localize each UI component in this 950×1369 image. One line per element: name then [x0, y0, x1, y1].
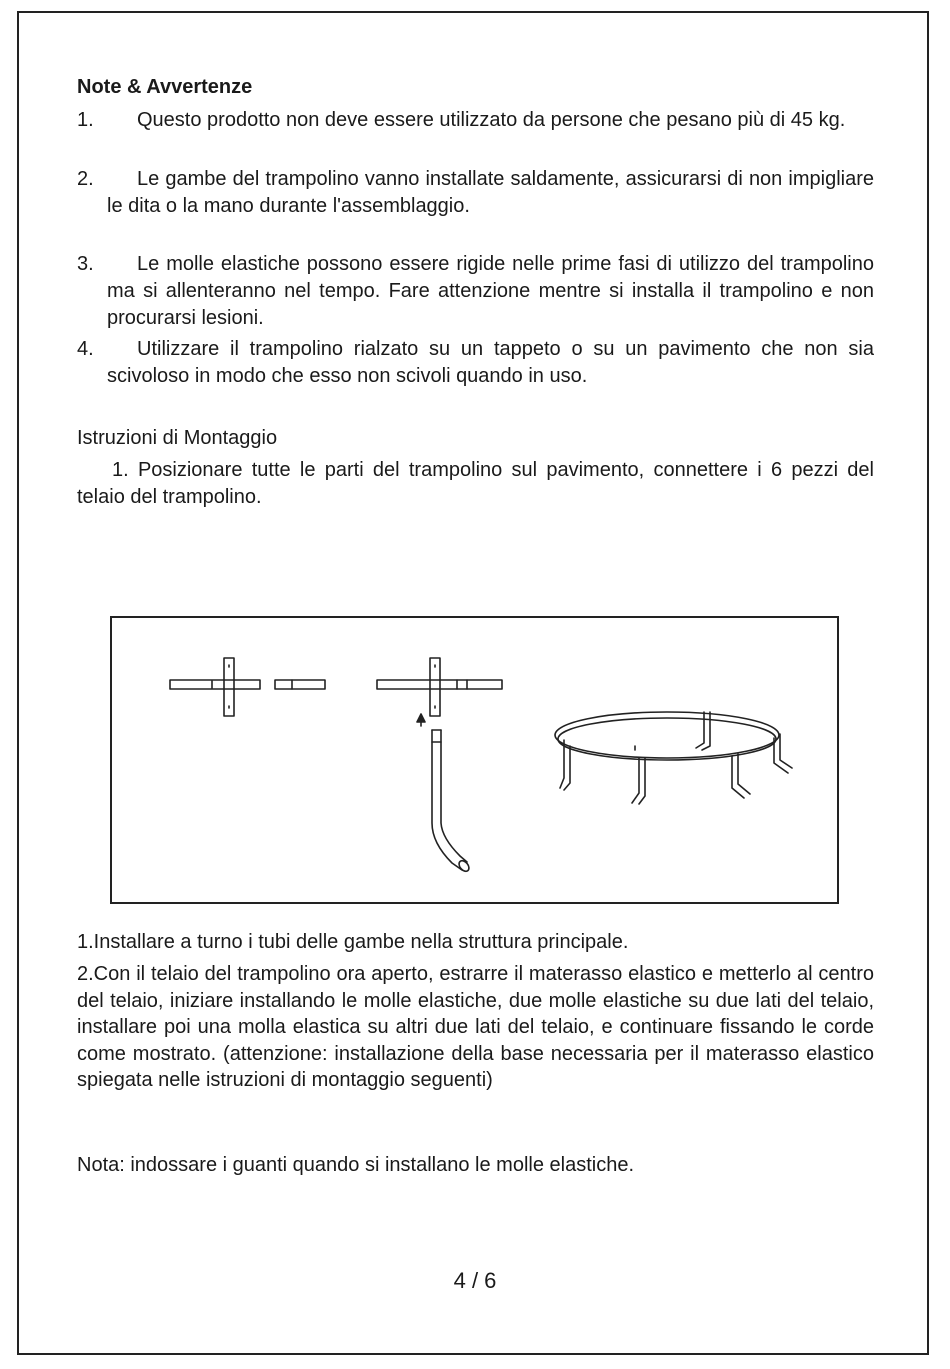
instruction-line-2: 2.Con il telaio del trampolino ora aperto, estrarre il materasso elastico e metterlo al centro del telaio, iniziare installando le molle elastiche, due molle elastiche su due lati del telaio, installare poi una molla elastica su altri due lati del telaio, e continuare fissando le corde come mostrato. (attenzione: installazione della base necessaria per il materasso elastico spiegata nelle istruzioni di montaggio seguenti) — [77, 963, 874, 1091]
assembly-step-1: 1. Posizionare tutte le parti del trampolino sul pavimento, connettere i 6 pezzi del telaio del trampolino. — [77, 459, 874, 508]
note-text: Utilizzare il trampolino rialzato su un tappeto o su un pavimento che non sia scivoloso in modo che esso non scivoli quando in uso. — [107, 338, 874, 387]
instruction-line-1: 1.Installare a turno i tubi delle gambe nella struttura principale. — [77, 931, 629, 953]
note-item-2 — [77, 166, 874, 220]
note-number: 1. — [77, 109, 94, 131]
notes-title: Note & Avvertenze — [77, 76, 253, 98]
page-number: 4 / 6 — [453, 1268, 497, 1293]
note-text: Le gambe del trampolino vanno installate saldamente, assicurarsi di non impigliare le dita o la mano durante l'assemblaggio. — [107, 168, 874, 217]
frame-ring-part — [555, 712, 792, 804]
note-item-3 — [77, 251, 874, 332]
note-item-1 — [77, 107, 874, 134]
note-text: Questo prodotto non deve essere utilizzato da persone che pesano più di 45 kg. — [137, 109, 846, 131]
note-item-4 — [77, 336, 874, 390]
note-number: 2. — [77, 168, 94, 190]
note-number: 4. — [77, 338, 94, 360]
gloves-note: Nota: indossare i guanti quando si installano le molle elastiche. — [77, 1154, 635, 1176]
joint-with-leg-part — [377, 658, 502, 873]
assembly-title: Istruzioni di Montaggio — [77, 427, 278, 449]
note-text: Le molle elastiche possono essere rigide nelle prime fasi di utilizzo del trampolino ma si allenteranno nel tempo. Fare attenzione mentre si installa il trampolino e non procurarsi lesioni. — [107, 253, 874, 329]
assembly-figure — [110, 616, 839, 904]
note-number: 3. — [77, 253, 94, 275]
assembly-illustration — [112, 618, 837, 902]
cross-joint-part — [170, 658, 325, 716]
